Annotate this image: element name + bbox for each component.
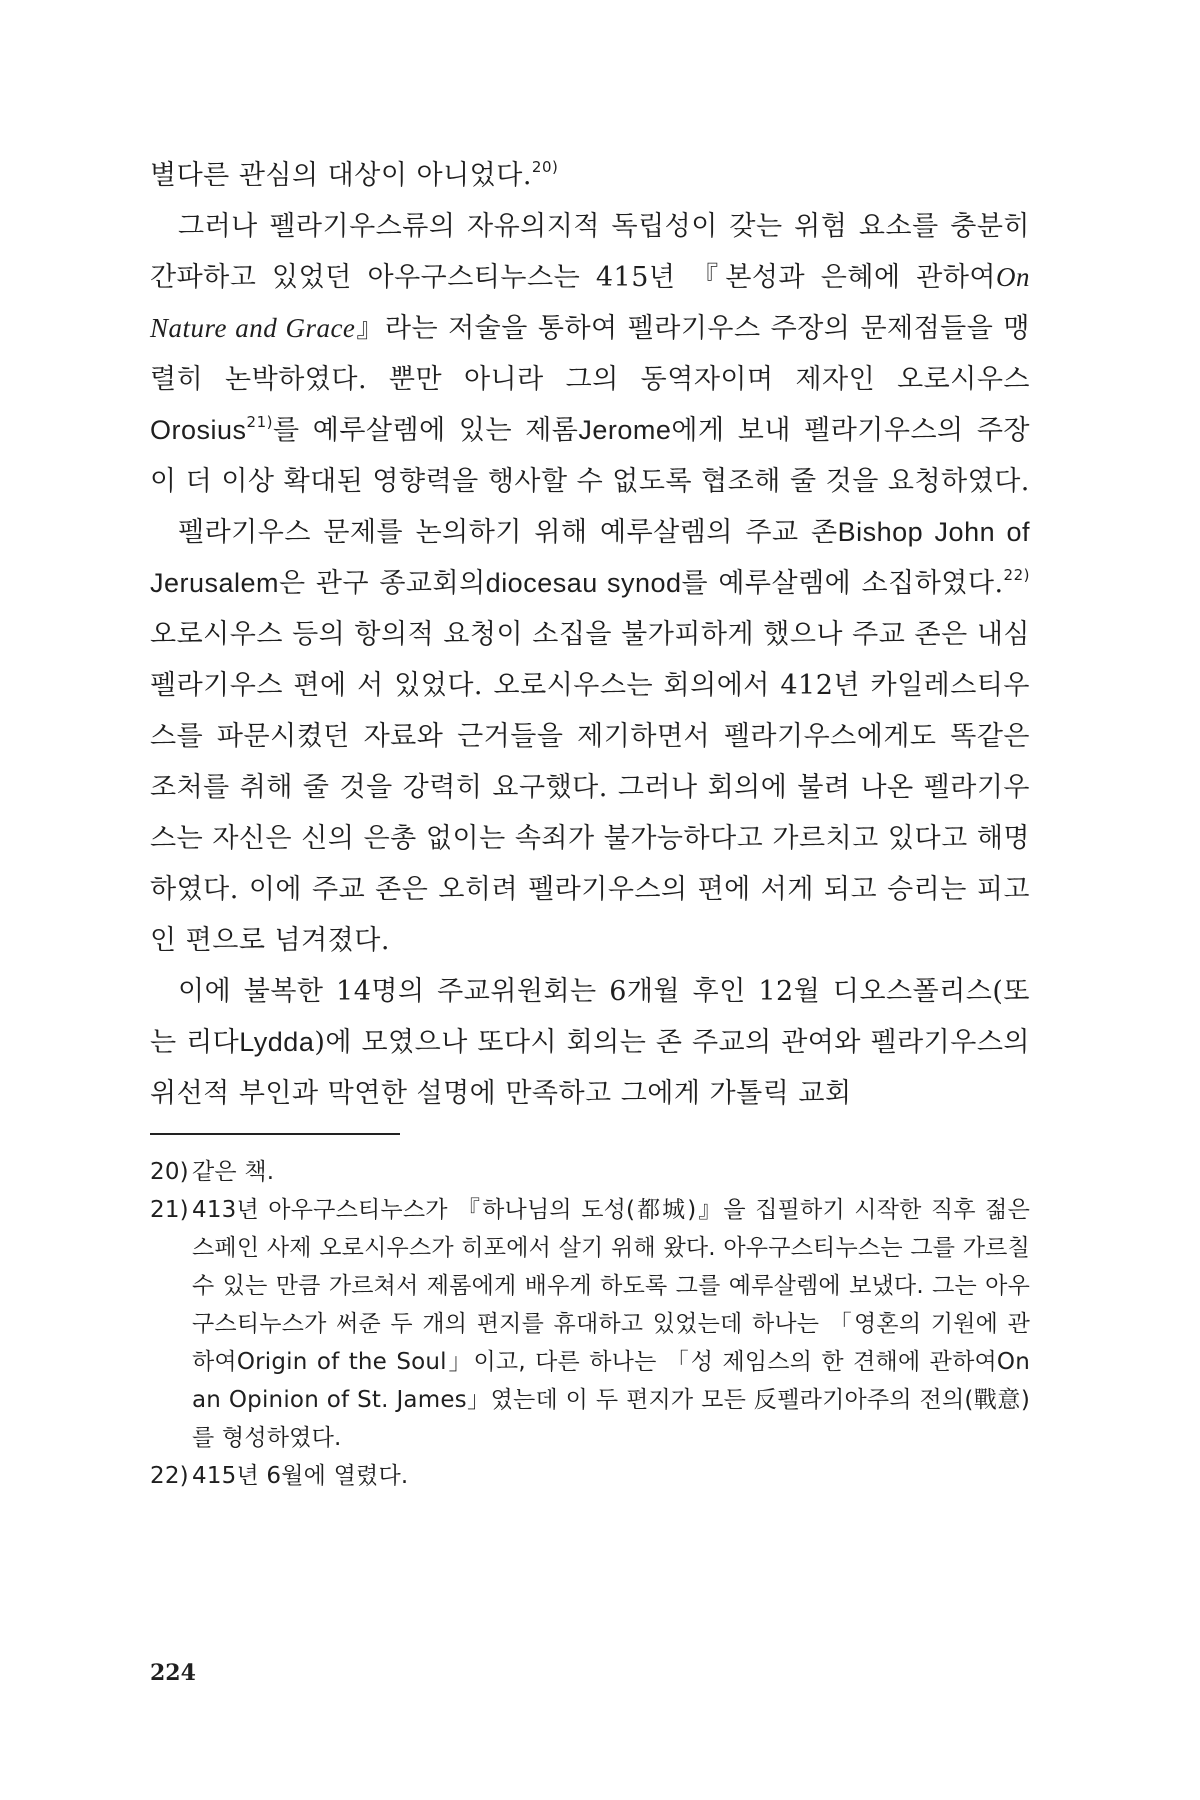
paragraph-3-text-b: 은 관구 종교회의: [279, 568, 486, 599]
name-jerome: Jerome: [578, 415, 672, 445]
footnote-21: [150, 1191, 1030, 1457]
paragraph-3-text-c: 를 예루살렘에 소집하였다.: [681, 568, 1004, 599]
name-lydda: Lydda: [239, 1027, 315, 1057]
paragraph-2-text-a: 그러나 펠라기우스류의 자유의지적 독립성이 갖는 위험 요소를 충분히 간파하고 있었던 아우구스티누스는 415년 『본성과 은혜에 관하여: [150, 211, 1030, 293]
footnote-ref-22: 22): [1003, 566, 1030, 584]
paragraph-1: [150, 150, 1030, 201]
paragraph-2: [150, 201, 1030, 507]
footnote-22: [150, 1457, 1030, 1495]
footnote-number: 22): [150, 1463, 189, 1489]
name-orosius: Orosius: [150, 415, 247, 445]
paragraph-3: [150, 507, 1030, 966]
paragraph-1-text: 별다른 관심의 대상이 아니었다.: [150, 160, 532, 191]
book-title-english: On Nature and Grace: [150, 262, 1030, 343]
main-text: [150, 150, 1030, 1119]
footnote-text: 같은 책.: [192, 1159, 275, 1185]
paragraph-3-text-a: 펠라기우스 문제를 논의하기 위해 예루살렘의 주교 존: [178, 517, 838, 548]
footnotes: [150, 1153, 1030, 1495]
footnote-ref-21: 21): [246, 413, 273, 431]
term-diocesan-synod: diocesau synod: [485, 568, 682, 598]
paragraph-4-text-a: 이에 불복한 14명의 주교위원회는 6개월 후인 12월 디오스폴리스(또는 리다: [150, 976, 1030, 1058]
footnote-ref-20: 20): [531, 158, 559, 176]
paragraph-4: [150, 966, 1030, 1119]
name-bishop-john: Bishop John of Jerusalem: [150, 517, 1030, 598]
footnote-number: 20): [150, 1159, 189, 1185]
paragraph-2-text-c: 를 예루살렘에 있는 제롬: [272, 415, 579, 446]
page-number: 224: [150, 1660, 196, 1686]
paragraph-4-text-b: )에 모였으나 또다시 회의는 존 주교의 관여와 펠라기우스의 위선적 부인과 막연한 설명에 만족하고 그에게 가톨릭 교회: [150, 1027, 1030, 1109]
footnote-text: 413년 아우구스티누스가 『하나님의 도성(都城)』을 집필하기 시작한 직후 젊은 스페인 사제 오로시우스가 히포에서 살기 위해 왔다. 아우구스티누스는 그를 가르칠 수 있는 만큼 가르쳐서 제롬에게 배우게 하도록 그를 예루살렘에 보냈다. 그는 아우구스티누스가 써준 두 개의 편지를 휴대하고 있었는데 하나는 「영혼의 기원에 관하여Origin of the Soul」이고, 다른 하나는 「성 제임스의 한 견해에 관하여On an Opinion of St. James」였는데 이 두 편지가 모든 反펠라기아주의 전의(戰意)를 형성하였다.: [192, 1197, 1030, 1451]
footnote-20: [150, 1153, 1030, 1191]
footnote-divider: [150, 1133, 400, 1135]
footnote-number: 21): [150, 1197, 189, 1223]
paragraph-3-text-d: 오로시우스 등의 항의적 요청이 소집을 불가피하게 했으나 주교 존은 내심 펠라기우스 편에 서 있었다. 오로시우스는 회의에서 412년 카일레스티우스를 파문시켰던 자료와 근거들을 제기하면서 펠라기우스에게도 똑같은 조처를 취해 줄 것을 강력히 요구했다. 그러나 회의에 불려 나온 펠라기우스는 자신은 신의 은총 없이는 속죄가 불가능하다고 가르치고 있다고 해명하였다. 이에 주교 존은 오히려 펠라기우스의 편에 서게 되고 승리는 피고인 편으로 넘겨졌다.: [150, 619, 1030, 956]
paragraph-2-text-b: 』라는 저술을 통하여 펠라기우스 주장의 문제점들을 맹렬히 논박하였다. 뿐만 아니라 그의 동역자이며 제자인 오로시우스: [150, 313, 1030, 395]
footnote-text: 415년 6월에 열렸다.: [192, 1463, 409, 1489]
paragraph-2-text-d: 에게 보내 펠라기우스의 주장이 더 이상 확대된 영향력을 행사할 수 없도록 협조해 줄 것을 요청하였다.: [150, 415, 1030, 497]
